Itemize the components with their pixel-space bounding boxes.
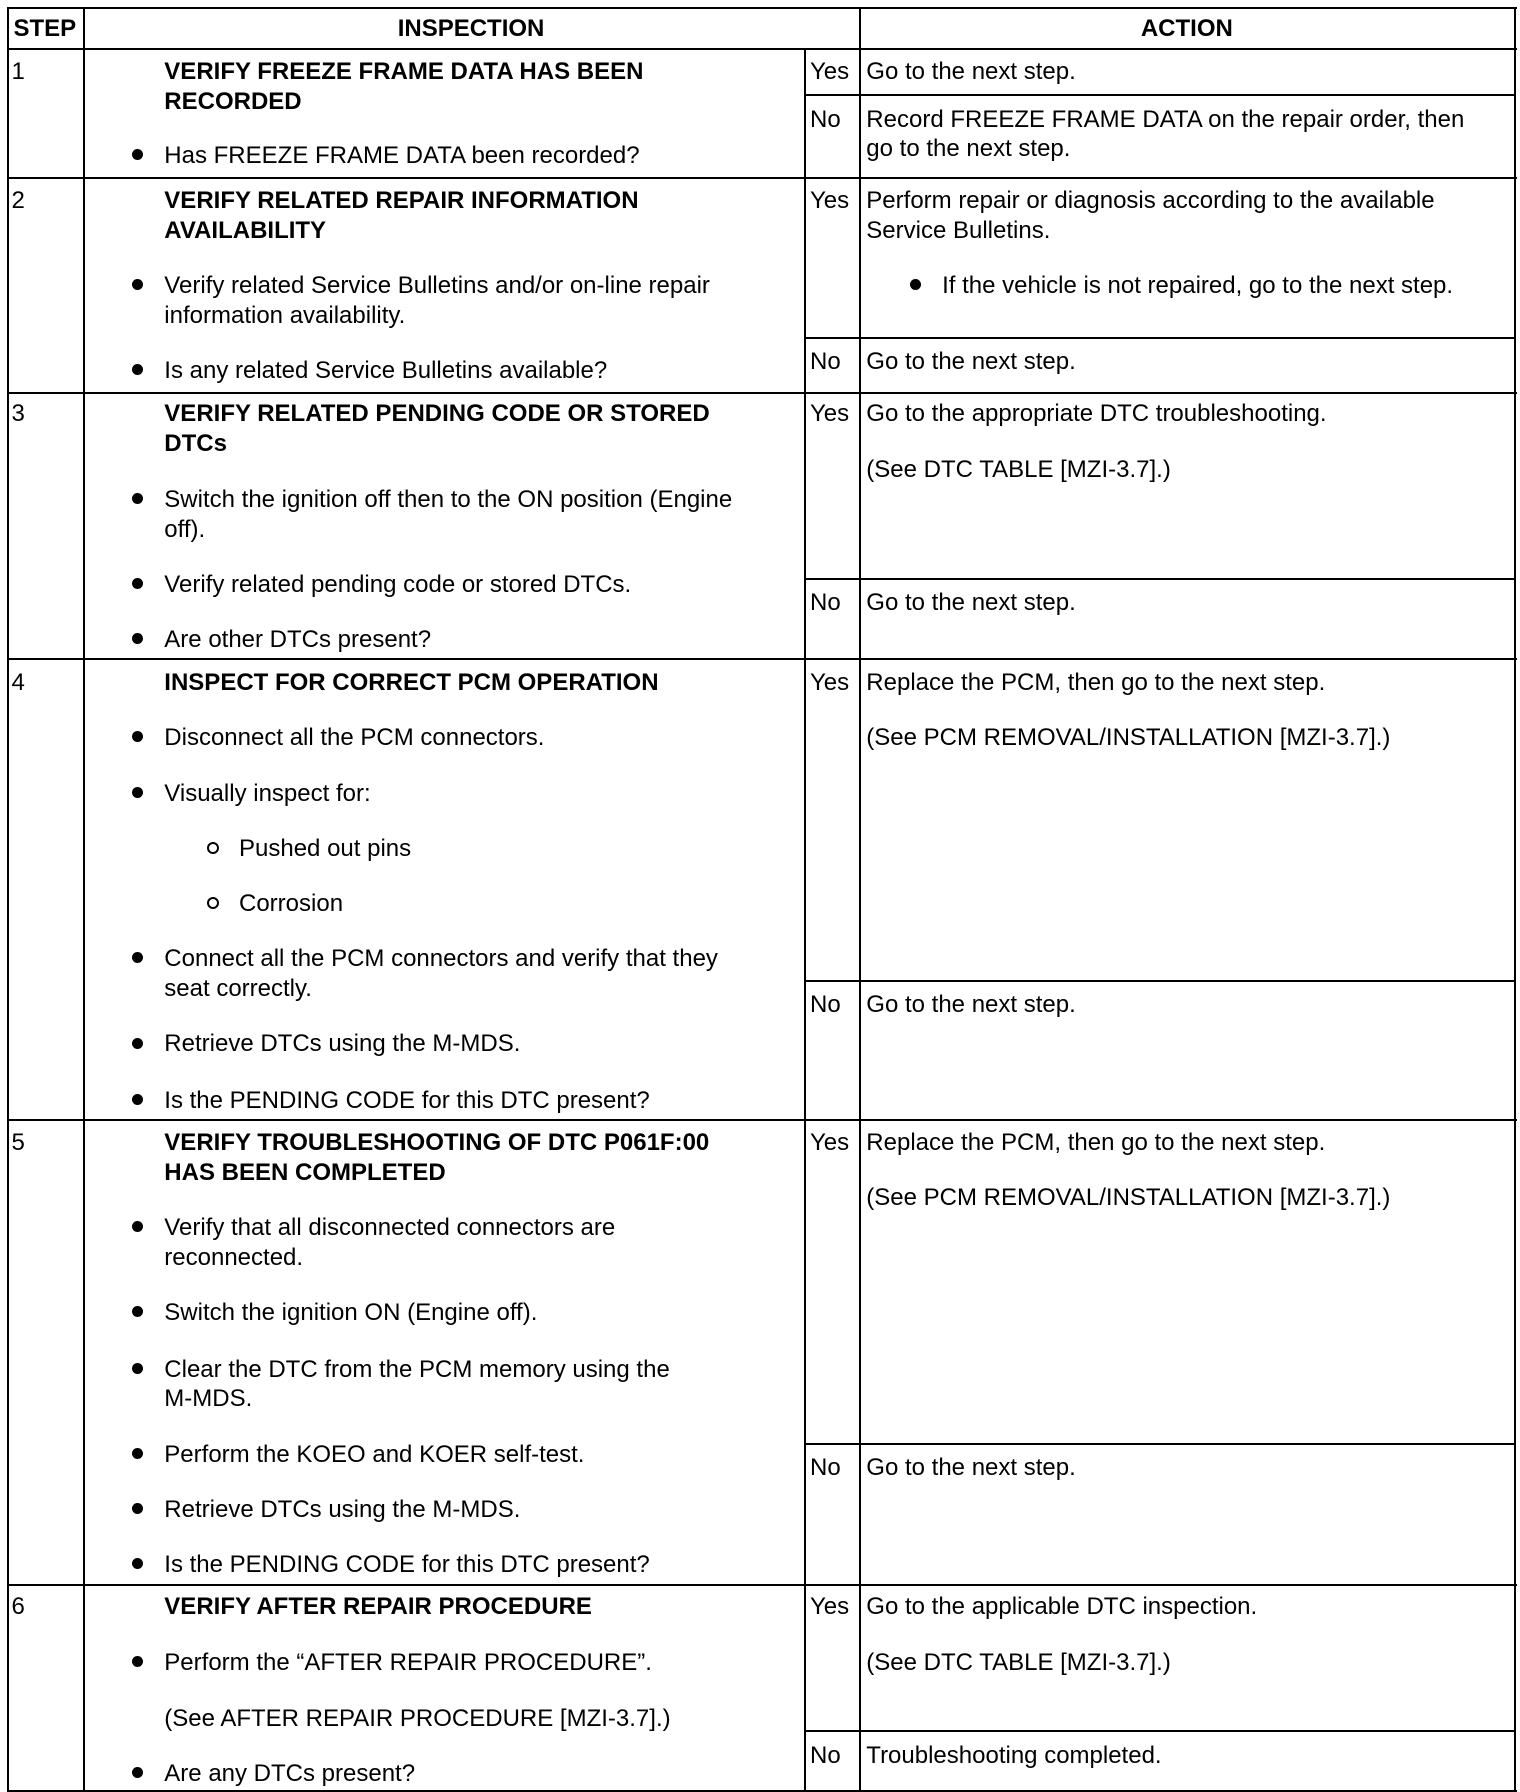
table-rule xyxy=(7,7,1517,9)
table-rule xyxy=(7,392,1517,394)
table-rule xyxy=(804,392,806,659)
no-label: No xyxy=(810,105,841,133)
table-rule xyxy=(804,94,1516,96)
table-rule xyxy=(804,658,806,1119)
yes-label: Yes xyxy=(810,1129,850,1157)
inspection-title: VERIFY RELATED PENDING CODE OR STORED xyxy=(164,399,710,427)
bullet-icon xyxy=(132,1656,143,1667)
inspection-item-text: Connect all the PCM connectors and verify that they xyxy=(164,945,718,973)
inspection-title: DTCs xyxy=(164,429,227,457)
inspection-item-text: Switch the ignition ON (Engine off). xyxy=(164,1299,538,1327)
no-action-text: Go to the next step. xyxy=(866,991,1076,1019)
bullet-icon xyxy=(132,1767,143,1778)
inspection-item-text: Is the PENDING CODE for this DTC present? xyxy=(164,1086,650,1114)
yes-action-text: Perform repair or diagnosis according to the available xyxy=(866,187,1435,215)
inspection-item-text: off). xyxy=(164,515,206,543)
yes-label: Yes xyxy=(810,187,850,215)
yes-action-reference: (See DTC TABLE [MZI-3.7].) xyxy=(866,456,1171,483)
inspection-item-text: Is any related Service Bulletins available? xyxy=(164,357,608,385)
table-rule xyxy=(7,1119,1517,1121)
inspection-title: RECORDED xyxy=(164,88,302,116)
table-rule xyxy=(804,1119,806,1584)
table-rule xyxy=(804,177,806,392)
inspection-item-text: Pushed out pins xyxy=(239,835,412,863)
table-rule xyxy=(7,7,9,1792)
bullet-icon xyxy=(132,364,143,375)
table-rule xyxy=(83,7,85,1792)
inspection-item-text: Corrosion xyxy=(239,890,344,918)
inspection-item-text: Visually inspect for: xyxy=(164,780,371,807)
inspection-item-text: Verify that all disconnected connectors are xyxy=(164,1214,616,1242)
no-action-text: Go to the next step. xyxy=(866,348,1076,375)
no-label: No xyxy=(810,348,841,375)
bullet-icon xyxy=(132,1558,143,1569)
inspection-item-text: seat correctly. xyxy=(164,975,312,1003)
inspection-item-text: Disconnect all the PCM connectors. xyxy=(164,723,545,751)
table-rule xyxy=(804,337,1516,339)
step-number: 2 xyxy=(11,187,25,215)
bullet-icon xyxy=(132,1094,143,1105)
inspection-item-text: information availability. xyxy=(164,302,406,329)
bullet-icon xyxy=(132,1503,143,1514)
bullet-icon xyxy=(132,787,143,798)
bullet-icon xyxy=(132,1363,143,1374)
bullet-icon xyxy=(910,279,921,290)
yes-action-text: Go to the applicable DTC inspection. xyxy=(866,1593,1258,1621)
inspection-item-text: Are any DTCs present? xyxy=(164,1760,416,1787)
step-column-header: STEP xyxy=(13,14,77,42)
inspection-item-text: Retrieve DTCs using the M-MDS. xyxy=(164,1495,521,1523)
step-number: 3 xyxy=(11,399,25,427)
step-number: 6 xyxy=(11,1593,25,1621)
inspection-item-text: Is the PENDING CODE for this DTC present? xyxy=(164,1550,650,1578)
yes-action-reference: (See PCM REMOVAL/INSTALLATION [MZI-3.7].) xyxy=(866,1184,1391,1212)
inspection-item-text: Switch the ignition off then to the ON position (Engine xyxy=(164,485,733,513)
inspection-column-header: INSPECTION xyxy=(397,14,545,42)
circle-bullet-icon xyxy=(207,897,219,909)
bullet-icon xyxy=(132,493,143,504)
circle-bullet-icon xyxy=(207,842,219,854)
inspection-item-text: Verify related Service Bulletins and/or on-line repair xyxy=(164,272,710,300)
table-rule xyxy=(7,1584,1517,1586)
bullet-icon xyxy=(132,731,143,742)
inspection-item-text: Clear the DTC from the PCM memory using the xyxy=(164,1355,670,1383)
table-rule xyxy=(804,1584,806,1790)
table-rule xyxy=(7,177,1517,179)
no-action-text: Troubleshooting completed. xyxy=(866,1741,1162,1769)
inspection-title: VERIFY RELATED REPAIR INFORMATION xyxy=(164,187,639,215)
yes-action-reference: (See DTC TABLE [MZI-3.7].) xyxy=(866,1648,1171,1676)
inspection-title: VERIFY AFTER REPAIR PROCEDURE xyxy=(164,1593,592,1621)
step-number: 5 xyxy=(11,1129,25,1157)
bullet-icon xyxy=(132,149,143,160)
yes-action-text: Replace the PCM, then go to the next step. xyxy=(866,1129,1326,1157)
yes-label: Yes xyxy=(810,58,850,86)
inspection-title: HAS BEEN COMPLETED xyxy=(164,1159,446,1187)
table-rule xyxy=(804,1443,1516,1445)
table-rule xyxy=(804,48,806,177)
table-rule xyxy=(804,1730,1516,1732)
table-rule xyxy=(7,658,1517,660)
no-action-text: Record FREEZE FRAME DATA on the repair order, then xyxy=(866,105,1465,133)
inspection-item-text: reconnected. xyxy=(164,1244,304,1272)
bullet-icon xyxy=(132,952,143,963)
inspection-title: AVAILABILITY xyxy=(164,217,327,244)
bullet-icon xyxy=(132,1221,143,1232)
yes-action-text: Go to the appropriate DTC troubleshooting. xyxy=(866,399,1327,427)
inspection-item-text: Verify related pending code or stored DTCs. xyxy=(164,570,632,598)
yes-label: Yes xyxy=(810,668,850,696)
inspection-item-text: Perform the “AFTER REPAIR PROCEDURE”. xyxy=(164,1648,652,1676)
table-rule xyxy=(1514,7,1516,1792)
no-label: No xyxy=(810,1454,841,1482)
no-action-text: go to the next step. xyxy=(866,135,1071,163)
inspection-item-text: Has FREEZE FRAME DATA been recorded? xyxy=(164,142,640,170)
yes-action-text: Replace the PCM, then go to the next step. xyxy=(866,668,1326,696)
bullet-icon xyxy=(132,1038,143,1049)
no-label: No xyxy=(810,991,841,1019)
step-number: 1 xyxy=(11,58,25,86)
action-column-header: ACTION xyxy=(1140,14,1233,42)
yes-label: Yes xyxy=(810,1593,850,1621)
table-rule xyxy=(804,578,1516,580)
table-rule xyxy=(859,7,861,1792)
table-rule xyxy=(7,48,1517,50)
no-label: No xyxy=(810,589,841,617)
yes-label: Yes xyxy=(810,399,850,427)
inspection-item-text: Retrieve DTCs using the M-MDS. xyxy=(164,1030,521,1058)
inspection-title: INSPECT FOR CORRECT PCM OPERATION xyxy=(164,668,659,696)
bullet-icon xyxy=(132,578,143,589)
bullet-icon xyxy=(132,1448,143,1459)
inspection-item-text: (See AFTER REPAIR PROCEDURE [MZI-3.7].) xyxy=(164,1704,671,1732)
yes-action-text: Go to the next step. xyxy=(866,58,1076,86)
yes-action-text: If the vehicle is not repaired, go to the next step. xyxy=(942,272,1454,300)
no-action-text: Go to the next step. xyxy=(866,1454,1076,1482)
bullet-icon xyxy=(132,279,143,290)
no-label: No xyxy=(810,1741,841,1769)
bullet-icon xyxy=(132,1306,143,1317)
inspection-item-text: Are other DTCs present? xyxy=(164,626,432,653)
table-rule xyxy=(804,980,1516,982)
no-action-text: Go to the next step. xyxy=(866,589,1076,617)
yes-action-reference: (See PCM REMOVAL/INSTALLATION [MZI-3.7].) xyxy=(866,723,1391,751)
inspection-title: VERIFY TROUBLESHOOTING OF DTC P061F:00 xyxy=(164,1129,710,1157)
inspection-title: VERIFY FREEZE FRAME DATA HAS BEEN xyxy=(164,58,644,86)
inspection-item-text: M-MDS. xyxy=(164,1385,253,1413)
step-number: 4 xyxy=(11,668,25,696)
bullet-icon xyxy=(132,633,143,644)
inspection-item-text: Perform the KOEO and KOER self-test. xyxy=(164,1440,585,1468)
yes-action-text: Service Bulletins. xyxy=(866,217,1051,244)
